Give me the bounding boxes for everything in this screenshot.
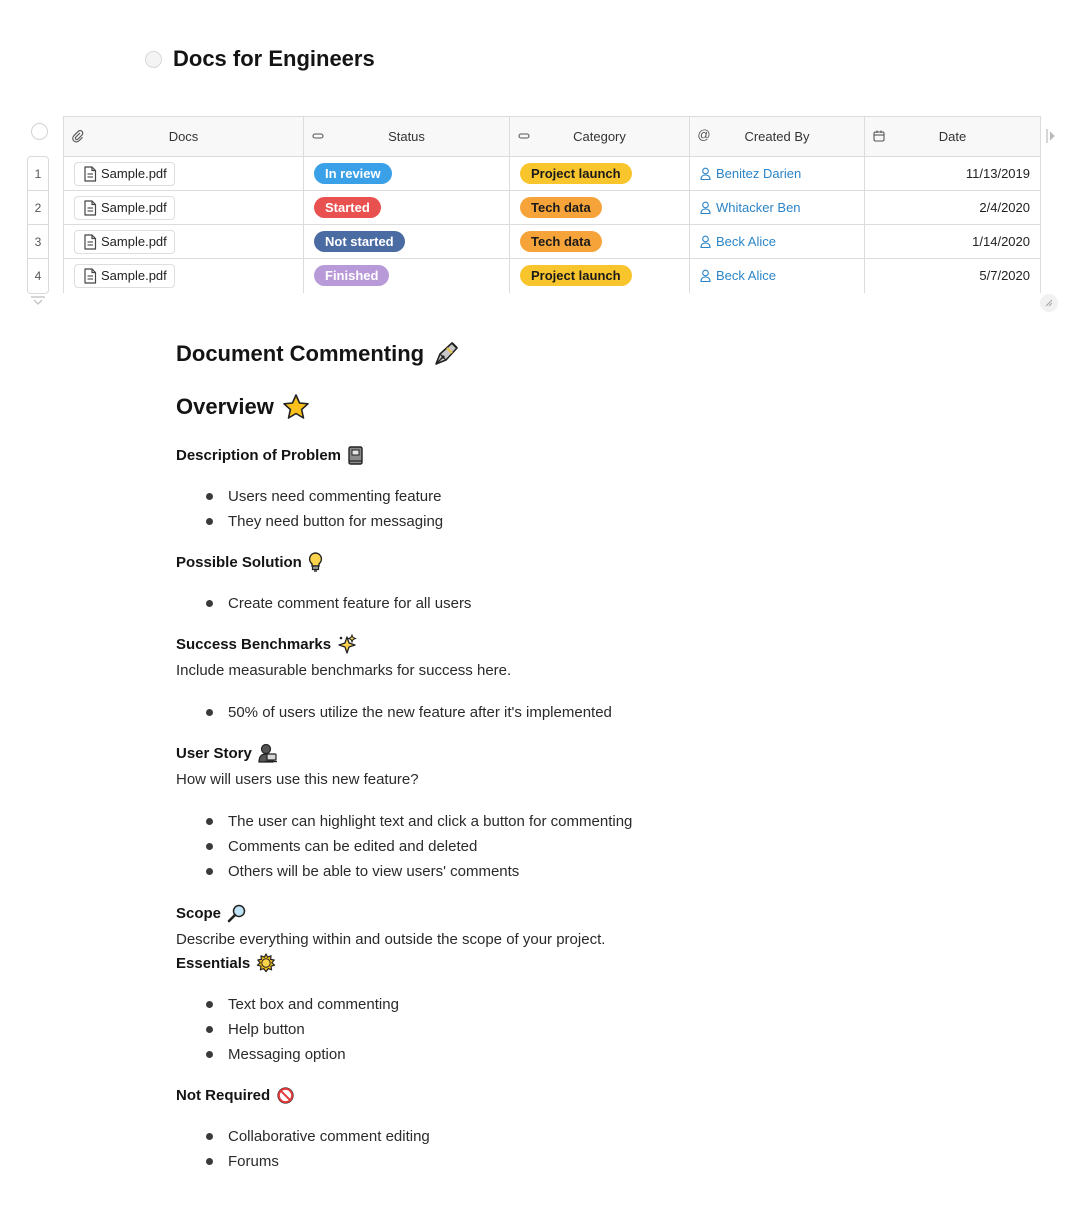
select-all-rows-handle[interactable] [31,123,48,140]
page-title[interactable]: Docs for Engineers [173,46,375,71]
user-icon [700,269,711,282]
cell-category[interactable] [510,259,690,293]
user-mention[interactable] [700,200,854,215]
user-mention[interactable] [700,268,854,283]
heading-text: Essentials [176,954,251,972]
heading-success-benchmarks[interactable] [176,633,1016,655]
cell-status[interactable] [304,157,510,191]
cell-date[interactable]: 5/7/2020 [865,259,1041,293]
document-file-icon [83,268,97,284]
row-number[interactable]: 1 [28,157,48,191]
user-name: Beck Alice [716,234,776,249]
list-item[interactable]: They need button for messaging [206,509,1016,534]
notebook-icon [347,446,364,465]
list-item[interactable]: Text box and commenting [206,992,1016,1017]
light-bulb-icon [308,552,323,572]
list-item[interactable]: Create comment feature for all users [206,591,1016,616]
column-header-label: Docs [168,129,199,144]
column-header-label: Status [388,129,425,144]
column-header-status[interactable] [304,117,510,157]
heading-text: Description of Problem [176,446,342,464]
user-icon [700,167,711,180]
problem-list [206,484,1016,534]
column-header-docs[interactable] [64,117,304,157]
user-name: Beck Alice [716,268,776,284]
benchmarks-text[interactable]: Include measurable benchmarks for success here. [176,662,512,679]
file-name: Sample.pdf [101,166,167,181]
cell-created-by[interactable] [690,157,865,191]
column-header-category[interactable] [510,117,690,157]
fountain-pen-icon [432,340,460,368]
user-icon [700,235,711,248]
benchmarks-list [206,700,1016,725]
scope-text[interactable]: Describe everything within and outside the scope of your project. [176,931,606,948]
heading-scope[interactable] [176,902,1016,924]
magnifier-icon [227,904,246,923]
at-mention-icon: @ [697,127,711,142]
cell-docs[interactable] [64,259,304,293]
list-item[interactable]: The user can highlight text and click a button for commenting [206,809,1016,834]
file-name: Sample.pdf [101,234,167,249]
file-attachment[interactable] [74,264,175,288]
resize-icon [1045,299,1053,307]
star-icon [282,393,310,421]
cell-date[interactable]: 2/4/2020 [865,191,1041,225]
document-file-icon [83,166,97,182]
category-badge[interactable]: Project launch [520,265,632,286]
essentials-list [206,992,1016,1067]
file-attachment[interactable] [74,162,175,186]
page-header [145,46,375,72]
status-badge[interactable]: Finished [314,265,389,286]
add-row-icon[interactable] [30,296,46,306]
cell-created-by[interactable] [690,191,865,225]
heading-text: Possible Solution [176,553,302,571]
attachment-icon [71,130,85,144]
row-number[interactable]: 4 [34,269,42,283]
row-number[interactable]: 3 [28,225,48,259]
table-header-row [64,117,1041,157]
user-name: Whitacker Ben [716,200,801,215]
document-file-icon [83,234,97,250]
document-body [176,336,1016,1174]
heading-text: Overview [176,394,274,419]
prohibited-icon [276,1086,295,1105]
list-item[interactable]: Others will be able to view users' comments [206,859,1016,884]
heading-possible-solution[interactable] [176,551,1016,573]
cell-date[interactable]: 1/14/2020 [865,225,1041,259]
document-file-icon [83,200,97,216]
person-computer-icon [258,743,278,763]
list-item[interactable]: Forums [206,1149,1016,1174]
status-badge[interactable]: Started [314,197,381,218]
cell-status[interactable] [304,191,510,225]
heading-overview[interactable] [176,389,1016,425]
not-required-list [206,1124,1016,1174]
user-story-list [206,809,1016,884]
list-item[interactable]: Messaging option [206,1042,1016,1067]
user-name: Benitez Darien [716,166,802,181]
user-story-text[interactable]: How will users use this new feature? [176,771,419,788]
list-item[interactable]: Collaborative comment editing [206,1124,1016,1149]
cell-docs[interactable] [64,225,304,259]
row-number-column [27,156,49,294]
user-icon [700,201,711,214]
cell-category[interactable] [510,157,690,191]
heading-user-story[interactable] [176,742,1016,764]
table-row[interactable] [64,191,1041,225]
docs-table [63,116,1041,293]
column-header-date[interactable] [865,117,1041,157]
file-attachment[interactable] [74,230,175,254]
calendar-icon [872,130,886,144]
user-mention[interactable] [700,234,854,249]
heading-text: Not Required [176,1086,271,1104]
file-name: Sample.pdf [101,200,167,215]
dropdown-field-icon [311,130,325,144]
category-badge[interactable]: Tech data [520,231,602,252]
dropdown-field-icon [517,130,531,144]
heading-text: Scope [176,904,222,922]
column-header-label: Created By [744,129,810,144]
table-row[interactable] [64,157,1041,191]
row-number[interactable]: 2 [28,191,48,225]
cell-category[interactable] [510,191,690,225]
list-item[interactable]: 50% of users utilize the new feature after it's implemented [206,700,1016,725]
heading-document-commenting[interactable] [176,336,1016,372]
cell-date[interactable]: 11/13/2019 [865,157,1041,191]
heading-text: Document Commenting [176,341,425,366]
cell-status[interactable] [304,259,510,293]
cell-docs[interactable] [64,191,304,225]
file-name: Sample.pdf [101,268,167,284]
table-resize-handle[interactable] [1040,294,1058,312]
heading-description-of-problem[interactable] [176,444,1016,466]
cell-status[interactable] [304,225,510,259]
file-attachment[interactable] [74,196,175,220]
status-badge[interactable]: Not started [314,231,405,252]
category-badge[interactable]: Project launch [520,163,632,184]
status-badge[interactable]: In review [314,163,392,184]
solution-list [206,591,1016,616]
list-item[interactable]: Help button [206,1017,1016,1042]
heading-essentials[interactable] [176,952,1016,974]
heading-text: Success Benchmarks [176,635,332,653]
table-row[interactable] [64,225,1041,259]
user-mention[interactable] [700,166,854,181]
sun-icon [256,953,276,973]
cell-category[interactable] [510,225,690,259]
table-row[interactable] [64,259,1041,293]
heading-not-required[interactable] [176,1084,1016,1106]
cell-docs[interactable] [64,157,304,191]
list-item[interactable]: Users need commenting feature [206,484,1016,509]
sparkles-icon [337,634,357,654]
column-header-label: Date [938,129,967,144]
cell-created-by[interactable] [690,225,865,259]
column-header-created-by[interactable] [690,117,865,157]
heading-text: User Story [176,744,252,762]
cell-created-by[interactable] [690,259,865,293]
column-header-label: Category [573,129,626,144]
list-item[interactable]: Comments can be edited and deleted [206,834,1016,859]
add-column-icon[interactable] [1046,128,1056,144]
category-badge[interactable]: Tech data [520,197,602,218]
page-icon-placeholder[interactable] [145,51,162,68]
